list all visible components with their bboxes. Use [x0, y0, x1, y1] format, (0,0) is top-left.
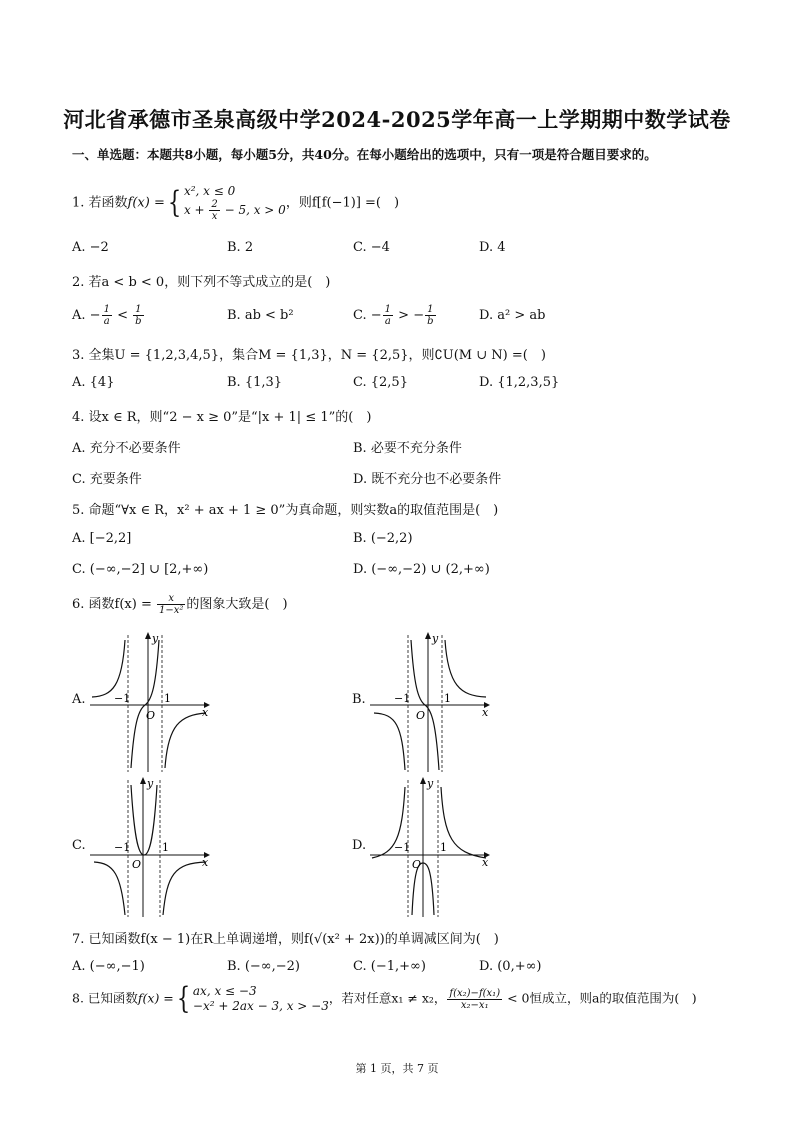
q5-option-c[interactable]: C. (−∞,−2] ∪ [2,+∞)	[72, 562, 209, 577]
q2-a-num1: 1	[103, 304, 110, 315]
graph-a-y-arrow	[145, 632, 151, 639]
q2-c-den1: a	[384, 316, 391, 327]
graph-a-label[interactable]: A.	[72, 692, 86, 707]
q7-option-d[interactable]: D. (0,+∞)	[479, 959, 542, 974]
q1-option-a[interactable]: A. −2	[72, 240, 109, 255]
q5-option-a[interactable]: A. [−2,2]	[72, 531, 132, 546]
graph-b-curve-left	[374, 713, 405, 770]
graph-b-y-label: y	[432, 632, 439, 645]
q7-option-a[interactable]: A. (−∞,−1)	[72, 959, 145, 974]
q8-piece1: ax, x ≤ −3	[192, 984, 257, 998]
q3-option-b[interactable]: B. {1,3}	[227, 375, 283, 390]
q4-option-a[interactable]: A. 充分不必要条件	[72, 441, 181, 456]
graph-a-x-label: x	[202, 706, 209, 719]
graph-a-curve-right	[165, 713, 206, 768]
q1-prefix: 1. 若函数	[72, 195, 128, 211]
q1-piece2-b: − 5, x > 0	[220, 203, 286, 217]
graph-a[interactable]	[88, 630, 218, 775]
graph-c-curve-middle	[131, 785, 157, 855]
q1-option-b[interactable]: B. 2	[227, 240, 254, 255]
q1-piece1: x², x ≤ 0	[183, 184, 236, 198]
q1-option-d[interactable]: D. 4	[479, 240, 506, 255]
graph-b-origin: O	[416, 709, 426, 722]
graph-c-label[interactable]: C.	[72, 838, 86, 853]
graph-b-tick-pos: 1	[444, 692, 451, 705]
q3-option-a[interactable]: A. {4}	[72, 375, 115, 390]
q2-a-label: A.	[72, 308, 90, 323]
q6-suffix: 的图象大致是( )	[186, 597, 288, 612]
question-1	[72, 184, 399, 222]
graph-c[interactable]	[88, 775, 218, 920]
graph-a-tick-neg: −1	[114, 692, 131, 705]
q2-a-mid: <	[112, 308, 133, 323]
q4-option-c[interactable]: C. 充要条件	[72, 472, 142, 487]
q8-prefix: 8. 已知函数	[72, 990, 138, 1006]
q8-suffix: < 0恒成立，则a的取值范围为( )	[503, 990, 697, 1006]
graph-b-tick-neg: −1	[394, 692, 411, 705]
q2-a-den1: a	[103, 316, 110, 327]
q6-frac-den: 1−x²	[158, 605, 184, 616]
q7-option-c[interactable]: C. (−1,+∞)	[353, 959, 426, 974]
graph-a-tick-pos: 1	[164, 692, 171, 705]
q8-piece2: −x² + 2ax − 3, x > −3	[192, 999, 329, 1013]
graph-d[interactable]	[368, 775, 498, 920]
q8-frac-num: f(x₂)−f(x₁)	[449, 987, 501, 999]
q1-piecewise	[184, 184, 286, 222]
graph-d-label[interactable]: D.	[352, 838, 367, 853]
question-2: 2. 若a < b < 0，则下列不等式成立的是( )	[72, 275, 331, 290]
graph-d-y-arrow	[420, 777, 426, 784]
q2-option-a[interactable]	[72, 304, 145, 327]
q1-brace: {	[167, 185, 182, 220]
graph-d-tick-pos: 1	[440, 841, 447, 854]
q8-mid: ，若对任意x₁ ≠ x₂，	[328, 990, 447, 1006]
q2-c-label: C.	[353, 308, 371, 323]
q8-frac-den: x₂−x₁	[460, 999, 489, 1011]
graph-d-curve-right	[441, 787, 486, 858]
q2-a-den2: b	[135, 316, 142, 327]
q8-piecewise	[193, 984, 329, 1014]
graph-b-y-arrow	[425, 632, 431, 639]
q2-a-num2: 1	[133, 304, 143, 316]
q8-fx: f(x) =	[137, 990, 174, 1006]
q1-frac-den: x	[211, 211, 218, 222]
graph-c-curve-right	[163, 862, 206, 915]
q4-option-b[interactable]: B. 必要不充分条件	[353, 441, 462, 456]
graph-d-origin: O	[412, 858, 422, 871]
q2-c-mid: > −	[394, 308, 425, 323]
graph-d-x-label: x	[482, 856, 489, 869]
question-7: 7. 已知函数f(x − 1)在R上单调递增，则f(√(x² + 2x))的单调减区间为( )	[72, 932, 499, 947]
q6-frac-num: x	[157, 593, 185, 605]
graph-c-y-label: y	[147, 777, 154, 790]
question-4: 4. 设x ∈ R，则“2 − x ≥ 0”是“|x + 1| ≤ 1”的( )	[72, 410, 372, 425]
q1-suffix: ，则f[f(−1)] =( )	[285, 195, 400, 211]
page-title: 河北省承德市圣泉高级中学2024-2025学年高一上学期期中数学试卷	[63, 107, 731, 132]
graph-b-x-label: x	[482, 706, 489, 719]
graph-d-tick-neg: −1	[394, 841, 411, 854]
q1-option-c[interactable]: C. −4	[353, 240, 390, 255]
graph-a-y-label: y	[152, 632, 159, 645]
q2-a-minus: −	[89, 308, 101, 323]
q2-option-c[interactable]	[353, 304, 437, 327]
question-3: 3. 全集U = {1,2,3,4,5}，集合M = {1,3}，N = {2,5}，则∁U(M ∪ N) =( )	[72, 348, 546, 363]
q1-frac-num: 2	[211, 199, 218, 210]
q6-prefix: 6. 函数f(x) =	[72, 597, 156, 612]
question-8	[72, 981, 697, 1016]
q7-option-b[interactable]: B. (−∞,−2)	[227, 959, 300, 974]
graph-a-curve-left	[92, 640, 125, 697]
graph-a-curve-middle	[131, 640, 159, 768]
q3-option-c[interactable]: C. {2,5}	[353, 375, 408, 390]
q2-option-b[interactable]: B. ab < b²	[227, 308, 294, 323]
q3-option-d[interactable]: D. {1,2,3,5}	[479, 375, 560, 390]
graph-b-label[interactable]: B.	[352, 692, 366, 707]
q1-piece2-a: x +	[183, 203, 209, 217]
graph-c-tick-neg: −1	[114, 841, 131, 854]
q4-option-d[interactable]: D. 既不充分也不必要条件	[353, 472, 502, 487]
q5-option-d[interactable]: D. (−∞,−2) ∪ (2,+∞)	[353, 562, 490, 577]
graph-a-origin: O	[146, 709, 156, 722]
q2-option-d[interactable]: D. a² > ab	[479, 308, 546, 323]
q1-fx: f(x) =	[127, 195, 165, 211]
graph-c-curve-left	[94, 862, 125, 915]
q2-c-num2: 1	[425, 304, 435, 316]
graph-b[interactable]	[368, 630, 498, 775]
graph-c-y-arrow	[140, 777, 146, 784]
graph-c-origin: O	[132, 858, 142, 871]
q2-c-num1: 1	[384, 304, 392, 315]
q2-c-minus: −	[370, 308, 382, 323]
page-footer: 第 1 页，共 7 页	[355, 1062, 439, 1075]
q2-c-den2: b	[427, 316, 434, 327]
q5-option-b[interactable]: B. (−2,2)	[353, 531, 413, 546]
graph-b-curve-right	[445, 640, 486, 697]
q8-brace: {	[176, 981, 191, 1016]
graph-d-y-label: y	[427, 777, 434, 790]
question-6	[72, 593, 288, 616]
graph-c-tick-pos: 1	[162, 841, 169, 854]
graph-c-x-label: x	[202, 856, 209, 869]
question-5: 5. 命题“∀x ∈ R，x² + ax + 1 ≥ 0”为真命题，则实数a的取值范围是( )	[72, 503, 499, 518]
section-heading: 一、单选题：本题共8小题，每小题5分，共40分。在每小题给出的选项中，只有一项是符合题目要求的。	[72, 147, 657, 162]
